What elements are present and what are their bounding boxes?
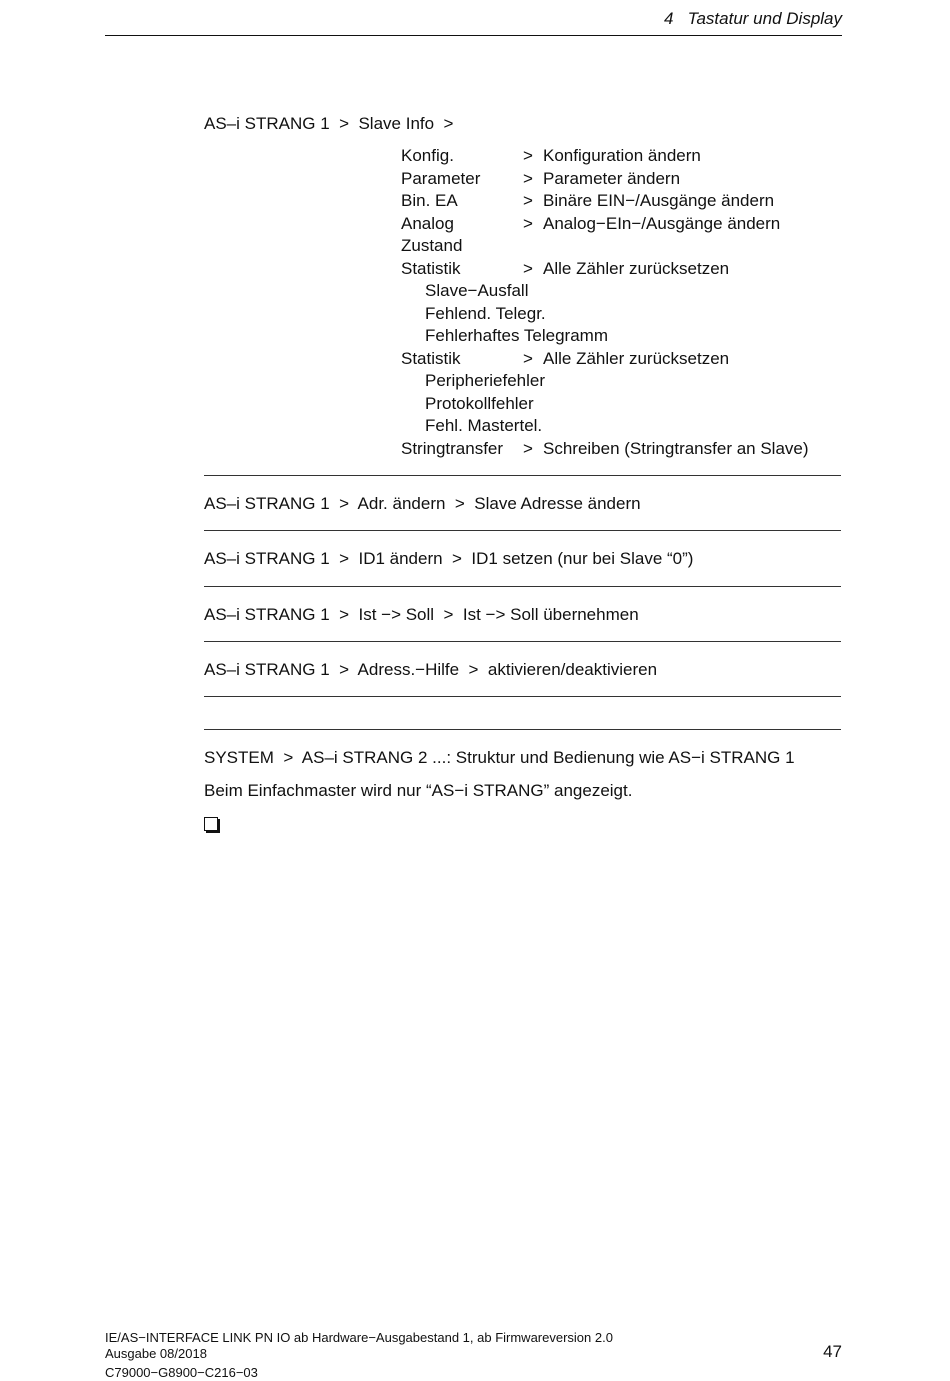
sub-item: Fehlend. Telegr. <box>425 304 546 323</box>
item-arrow: > <box>523 214 533 233</box>
menu-path: AS–i STRANG 1 > Adr. ändern > Slave Adresse ändern <box>204 494 641 513</box>
item-arrow: > <box>523 169 533 188</box>
running-header: 4 Tastatur und Display <box>664 9 842 28</box>
menu-path: AS–i STRANG 1 > Adress.−Hilfe > aktivieren/deaktivieren <box>204 660 658 679</box>
menu-path: AS–i STRANG 1 > Ist −> Soll > Ist −> Soll übernehmen <box>204 605 639 624</box>
section-divider <box>204 641 841 642</box>
section-divider <box>204 530 841 531</box>
item-action: Binäre EIN−/Ausgänge ändern <box>543 191 775 210</box>
note-text: Beim Einfachmaster wird nur “AS−i STRANG” angezeigt. <box>204 781 633 800</box>
item-label: Statistik <box>401 259 461 278</box>
menu-path: AS–i STRANG 1 > ID1 ändern > ID1 setzen (nur bei Slave “0”) <box>204 549 694 568</box>
item-arrow: > <box>523 439 533 458</box>
sub-item: Fehl. Mastertel. <box>425 416 543 435</box>
sub-item: Protokollfehler <box>425 394 534 413</box>
item-action: Alle Zähler zurücksetzen <box>543 349 730 368</box>
item-action: Parameter ändern <box>543 169 681 188</box>
item-arrow: > <box>523 259 533 278</box>
item-label: Zustand <box>401 236 463 255</box>
header-rule <box>105 35 842 36</box>
item-action: Alle Zähler zurücksetzen <box>543 259 730 278</box>
section-divider <box>204 475 841 476</box>
item-label: Parameter <box>401 169 481 188</box>
sub-item: Slave−Ausfall <box>425 281 529 300</box>
item-arrow: > <box>523 349 533 368</box>
item-label: Stringtransfer <box>401 439 504 458</box>
footer-edition: Ausgabe 08/2018 <box>105 1346 207 1361</box>
item-action: Analog−EIn−/Ausgänge ändern <box>543 214 781 233</box>
item-action: Konfiguration ändern <box>543 146 701 165</box>
item-arrow: > <box>523 191 533 210</box>
footer-doc-number: C79000−G8900−C216−03 <box>105 1365 258 1380</box>
item-label: Statistik <box>401 349 461 368</box>
footer-title: IE/AS−INTERFACE LINK PN IO ab Hardware−Ausgabestand 1, ab Firmwareversion 2.0 <box>105 1330 613 1345</box>
item-label: Bin. EA <box>401 191 458 210</box>
item-label: Analog <box>401 214 454 233</box>
section-divider <box>204 729 841 730</box>
item-label: Konfig. <box>401 146 454 165</box>
page-number: 47 <box>823 1342 842 1361</box>
section-divider <box>204 586 841 587</box>
sub-item: Peripheriefehler <box>425 371 546 390</box>
item-action: Schreiben (Stringtransfer an Slave) <box>543 439 809 458</box>
slave-info-path: AS–i STRANG 1 > Slave Info > <box>204 114 454 133</box>
end-of-section-marker <box>204 817 218 831</box>
section-divider <box>204 696 841 697</box>
sub-item: Fehlerhaftes Telegramm <box>425 326 608 345</box>
system-line: SYSTEM > AS–i STRANG 2 ...: Struktur und Bedienung wie AS−i STRANG 1 <box>204 748 795 767</box>
item-arrow: > <box>523 146 533 165</box>
